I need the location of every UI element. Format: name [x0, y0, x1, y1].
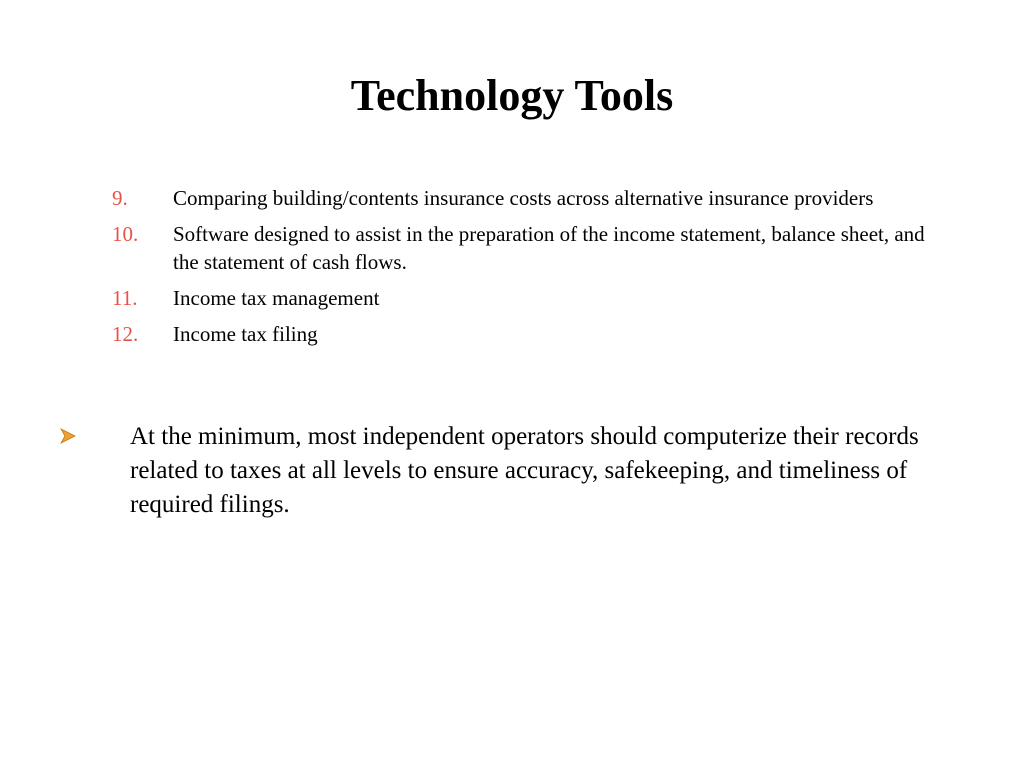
list-item: [112, 320, 952, 348]
bullet-text: At the minimum, most independent operators should computerize their records related to taxes at all levels to ensure accuracy, safekeeping, and timeliness of required filings.: [130, 423, 919, 518]
arrow-bullet-icon: [60, 420, 130, 522]
list-item: [112, 184, 952, 212]
list-item-text: Income tax filing: [173, 322, 318, 346]
list-item-number: 10.: [112, 222, 139, 246]
list-item: [112, 284, 952, 312]
list-item-text: Comparing building/contents insurance costs across alternative insurance providers: [173, 186, 874, 210]
list-item-text: Income tax management: [173, 286, 380, 310]
bullet-point: [60, 420, 970, 522]
list-item-number: 11.: [112, 286, 138, 310]
list-item-number: 9.: [112, 186, 128, 210]
list-item: [112, 220, 952, 276]
slide-title: Technology Tools: [350, 71, 674, 120]
list-item-text: Software designed to assist in the preparation of the income statement, balance sheet, and the statement of cash flows.: [173, 222, 925, 274]
numbered-list: [112, 184, 952, 356]
list-item-number: 12.: [112, 322, 139, 346]
